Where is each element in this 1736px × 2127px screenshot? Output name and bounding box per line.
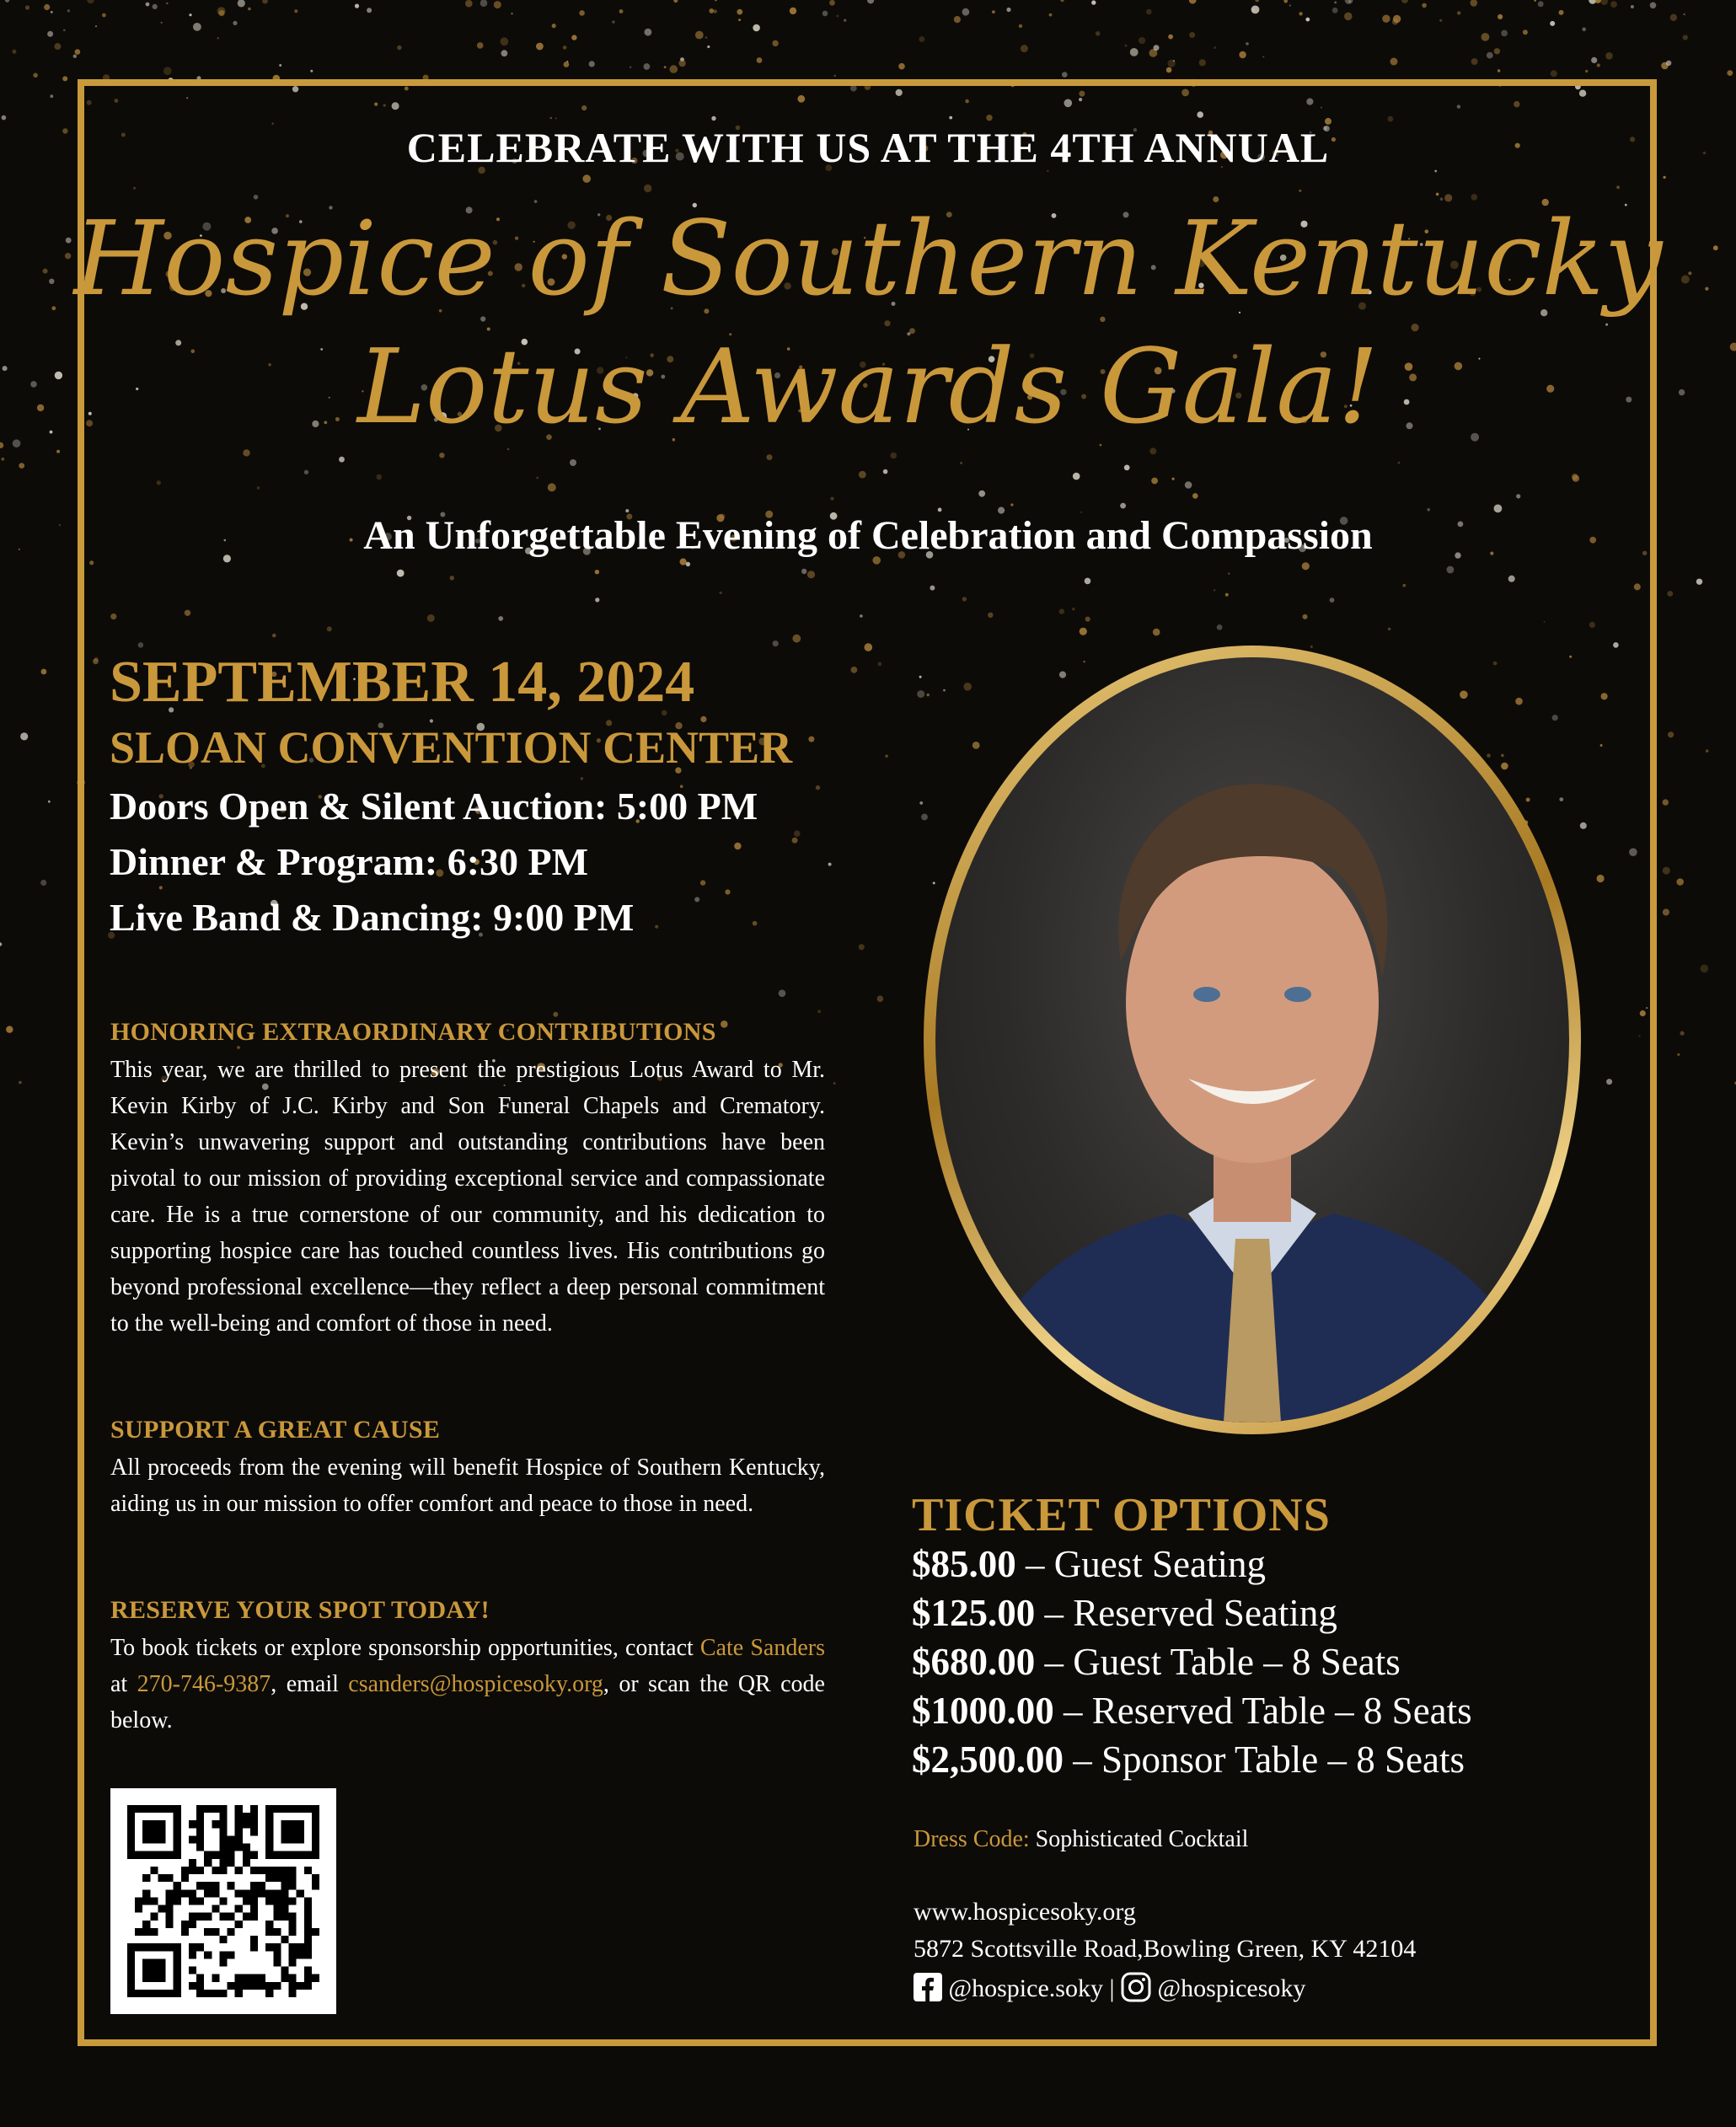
schedule-item: Live Band & Dancing: 9:00 PM (110, 896, 635, 939)
gala-title-line2: Lotus Awards Gala! (356, 327, 1380, 447)
ticket-price: $680.00 (912, 1641, 1036, 1683)
dress-code-label: Dress Code: (914, 1826, 1030, 1852)
qr-code-image (127, 1805, 319, 1997)
event-date: SEPTEMBER 14, 2024 (110, 650, 695, 715)
instagram-icon[interactable] (1121, 1972, 1151, 2009)
ticket-label: – Guest Table – 8 Seats (1035, 1641, 1401, 1683)
reserve-text: , email (271, 1671, 349, 1697)
reserve-text: To book tickets or explore sponsorship opportunities, contact (110, 1635, 700, 1661)
qr-code[interactable] (110, 1788, 336, 2014)
instagram-handle[interactable]: @hospicesoky (1157, 1974, 1306, 2002)
honoring-body: This year, we are thrilled to present the prestigious Lotus Award to Mr. Kevin Kirby of J.C. Kirby and Son Funeral Chapels and Crematory. Kevin’s unwavering support and outstanding contributions have been pivotal to our mission of providing exceptional service and compassionate care. He is a true cornerstone of our community, and his dedication to supporting hospice care has touched countless lives. His contributions go beyond professional excellence—they reflect a deep personal commitment to the well-being and comfort of those in need. (110, 1057, 825, 1337)
ticket-price: $85.00 (912, 1543, 1016, 1585)
cause-heading: SUPPORT A GREAT CAUSE (110, 1416, 441, 1444)
reserve-body (110, 1630, 825, 1739)
ticket-price: $2,500.00 (912, 1739, 1064, 1781)
reserve-heading: RESERVE YOUR SPOT TODAY! (110, 1596, 490, 1624)
ticket-option (912, 1689, 1472, 1733)
event-venue: SLOAN CONVENTION CENTER (110, 722, 793, 773)
ticket-option (912, 1640, 1401, 1684)
ticket-options-heading: TICKET OPTIONS (912, 1489, 1331, 1541)
dress-code (914, 1826, 1248, 1853)
website-link[interactable]: www.hospicesoky.org (914, 1898, 1136, 1926)
schedule-item: Doors Open & Silent Auction: 5:00 PM (110, 785, 758, 828)
header-subtitle: An Unforgettable Evening of Celebration and Compassion (363, 513, 1373, 558)
header-tagline: CELEBRATE WITH US AT THE 4TH ANNUAL (406, 124, 1330, 171)
ticket-label: – Reserved Table – 8 Seats (1053, 1690, 1472, 1732)
facebook-handle[interactable]: @hospice.soky (948, 1974, 1103, 2002)
schedule-item: Dinner & Program: 6:30 PM (110, 840, 589, 883)
ticket-label: – Sponsor Table – 8 Seats (1064, 1739, 1465, 1781)
honoree-portrait (935, 657, 1569, 1422)
phone-link[interactable]: 270-746-9387 (137, 1671, 271, 1697)
social-row (914, 1972, 1305, 2009)
ticket-label: – Guest Seating (1015, 1543, 1266, 1585)
email-link[interactable]: csanders@hospicesoky.org (348, 1671, 603, 1697)
ticket-option (912, 1542, 1266, 1586)
reserve-text: , or scan the QR code below. (110, 1671, 825, 1733)
ticket-option (912, 1591, 1337, 1635)
social-separator: | (1109, 1974, 1115, 2002)
dress-code-value: Sophisticated Cocktail (1029, 1826, 1249, 1852)
reserve-text: at (110, 1671, 137, 1697)
ticket-option (912, 1738, 1465, 1781)
ticket-price: $125.00 (912, 1592, 1036, 1634)
ticket-label: – Reserved Seating (1035, 1592, 1337, 1634)
honoring-heading: HONORING EXTRAORDINARY CONTRIBUTIONS (110, 1018, 716, 1046)
facebook-icon[interactable] (914, 1973, 942, 2008)
contact-name-link[interactable]: Cate Sanders (699, 1635, 826, 1661)
cause-body: All proceeds from the evening will benefit Hospice of Southern Kentucky, aiding us in our mission to offer comfort and peace to those in need. (110, 1455, 825, 1517)
address: 5872 Scottsville Road,Bowling Green, KY 42104 (914, 1935, 1417, 1963)
portrait-illustration (935, 657, 1569, 1422)
gala-title-line1: Hospice of Southern Kentucky (73, 199, 1663, 319)
ticket-price: $1000.00 (912, 1690, 1054, 1732)
